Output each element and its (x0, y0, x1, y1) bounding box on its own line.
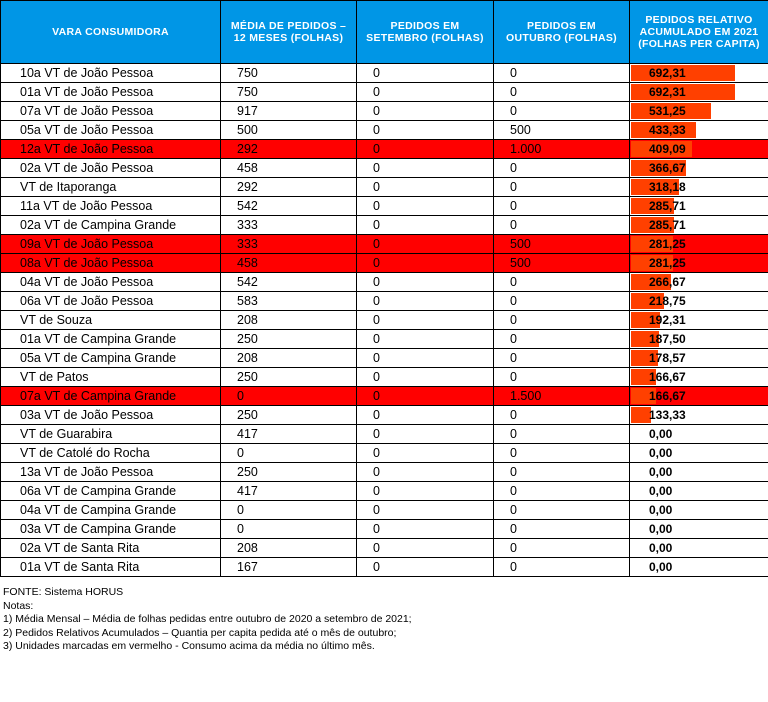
table-row (1, 254, 768, 273)
cell-setembro: 0 (357, 178, 494, 197)
cell-outubro: 0 (494, 83, 630, 102)
cell-vara: 04a VT de Campina Grande (1, 501, 221, 520)
cell-media: 417 (221, 425, 357, 444)
cell-outubro: 0 (494, 482, 630, 501)
relativo-value: 285,71 (649, 199, 686, 213)
cell-setembro: 0 (357, 83, 494, 102)
cell-vara: 01a VT de Campina Grande (1, 330, 221, 349)
cell-relativo (630, 140, 768, 159)
cell-relativo (630, 83, 768, 102)
source-line: FONTE: Sistema HORUS (3, 586, 124, 598)
relativo-value: 166,67 (649, 389, 686, 403)
cell-vara: 07a VT de Campina Grande (1, 387, 221, 406)
cell-relativo (630, 159, 768, 178)
cell-vara: 06a VT de Campina Grande (1, 482, 221, 501)
cell-outubro: 1.000 (494, 140, 630, 159)
header-setembro: PEDIDOS EM SETEMBRO (FOLHAS) (357, 1, 494, 64)
cell-media: 0 (221, 520, 357, 539)
cell-outubro: 500 (494, 121, 630, 140)
relativo-value: 218,75 (649, 294, 686, 308)
table-row (1, 273, 768, 292)
cell-outubro: 0 (494, 273, 630, 292)
cell-media: 750 (221, 64, 357, 83)
cell-setembro: 0 (357, 539, 494, 558)
table-row (1, 482, 768, 501)
cell-relativo (630, 558, 768, 577)
cell-vara: 02a VT de Campina Grande (1, 216, 221, 235)
header-outubro: PEDIDOS EM OUTUBRO (FOLHAS) (494, 1, 630, 64)
cell-setembro: 0 (357, 349, 494, 368)
cell-relativo (630, 444, 768, 463)
table-body (1, 64, 768, 577)
cell-media: 333 (221, 216, 357, 235)
cell-relativo (630, 102, 768, 121)
cell-relativo (630, 463, 768, 482)
relativo-value: 0,00 (649, 560, 673, 574)
cell-setembro: 0 (357, 216, 494, 235)
cell-setembro: 0 (357, 558, 494, 577)
cell-outubro: 0 (494, 102, 630, 121)
cell-relativo (630, 406, 768, 425)
cell-vara: 08a VT de João Pessoa (1, 254, 221, 273)
relativo-value: 692,31 (649, 85, 686, 99)
header-relativo: PEDIDOS RELATIVO ACUMULADO EM 2021 (FOLHAS PER CAPITA) (630, 1, 768, 64)
cell-outubro: 0 (494, 64, 630, 83)
table-row (1, 406, 768, 425)
table-row (1, 102, 768, 121)
note-item: 3) Unidades marcadas em vermelho - Consumo acima da média no último mês. (3, 640, 375, 652)
cell-relativo (630, 292, 768, 311)
cell-setembro: 0 (357, 520, 494, 539)
relativo-value: 281,25 (649, 256, 686, 270)
relativo-value: 433,33 (649, 123, 686, 137)
cell-vara: VT de Itaporanga (1, 178, 221, 197)
cell-vara: 02a VT de Santa Rita (1, 539, 221, 558)
cell-media: 167 (221, 558, 357, 577)
cell-vara: 07a VT de João Pessoa (1, 102, 221, 121)
cell-outubro: 500 (494, 254, 630, 273)
cell-vara: 04a VT de João Pessoa (1, 273, 221, 292)
cell-setembro: 0 (357, 197, 494, 216)
cell-media: 333 (221, 235, 357, 254)
cell-vara: 05a VT de João Pessoa (1, 121, 221, 140)
cell-outubro: 0 (494, 444, 630, 463)
header-vara: VARA CONSUMIDORA (1, 1, 221, 64)
relativo-value: 0,00 (649, 465, 673, 479)
cell-outubro: 0 (494, 368, 630, 387)
relativo-value: 0,00 (649, 541, 673, 555)
cell-setembro: 0 (357, 121, 494, 140)
notes-section (3, 586, 412, 654)
cell-media: 542 (221, 197, 357, 216)
cell-vara: VT de Patos (1, 368, 221, 387)
cell-outubro: 0 (494, 539, 630, 558)
relativo-value: 0,00 (649, 503, 673, 517)
table-row (1, 197, 768, 216)
cell-media: 458 (221, 254, 357, 273)
cell-relativo (630, 64, 768, 83)
table-row (1, 520, 768, 539)
cell-relativo (630, 501, 768, 520)
cell-outubro: 0 (494, 178, 630, 197)
table-row (1, 387, 768, 406)
cell-vara: VT de Catolé do Rocha (1, 444, 221, 463)
cell-setembro: 0 (357, 235, 494, 254)
cell-relativo (630, 254, 768, 273)
cell-relativo (630, 330, 768, 349)
cell-media: 250 (221, 368, 357, 387)
notes-title: Notas: (3, 599, 34, 612)
data-bar (631, 407, 651, 423)
cell-setembro: 0 (357, 140, 494, 159)
cell-relativo (630, 311, 768, 330)
cell-outubro: 0 (494, 463, 630, 482)
cell-outubro: 500 (494, 235, 630, 254)
table-row (1, 159, 768, 178)
cell-media: 0 (221, 501, 357, 520)
cell-setembro: 0 (357, 387, 494, 406)
table-row (1, 444, 768, 463)
cell-setembro: 0 (357, 102, 494, 121)
cell-media: 542 (221, 273, 357, 292)
relativo-value: 692,31 (649, 66, 686, 80)
cell-relativo (630, 178, 768, 197)
cell-media: 750 (221, 83, 357, 102)
cell-media: 583 (221, 292, 357, 311)
cell-vara: 06a VT de João Pessoa (1, 292, 221, 311)
relativo-value: 166,67 (649, 370, 686, 384)
cell-vara: 01a VT de Santa Rita (1, 558, 221, 577)
cell-outubro: 0 (494, 425, 630, 444)
cell-outubro: 1.500 (494, 387, 630, 406)
cell-outubro: 0 (494, 501, 630, 520)
cell-setembro: 0 (357, 406, 494, 425)
cell-setembro: 0 (357, 368, 494, 387)
table-row (1, 178, 768, 197)
cell-media: 250 (221, 463, 357, 482)
cell-relativo (630, 387, 768, 406)
cell-relativo (630, 273, 768, 292)
relativo-value: 192,31 (649, 313, 686, 327)
relativo-value: 366,67 (649, 161, 686, 175)
relativo-value: 285,71 (649, 218, 686, 232)
cell-setembro: 0 (357, 482, 494, 501)
cell-media: 458 (221, 159, 357, 178)
table-row (1, 83, 768, 102)
cell-vara: 13a VT de João Pessoa (1, 463, 221, 482)
cell-media: 417 (221, 482, 357, 501)
cell-outubro: 0 (494, 197, 630, 216)
table-row (1, 216, 768, 235)
cell-relativo (630, 216, 768, 235)
cell-outubro: 0 (494, 216, 630, 235)
cell-media: 250 (221, 330, 357, 349)
cell-vara: 11a VT de João Pessoa (1, 197, 221, 216)
cell-vara: 05a VT de Campina Grande (1, 349, 221, 368)
table-row (1, 463, 768, 482)
table-header-row (1, 1, 768, 64)
cell-setembro: 0 (357, 501, 494, 520)
cell-setembro: 0 (357, 425, 494, 444)
cell-vara: 12a VT de João Pessoa (1, 140, 221, 159)
cell-relativo (630, 425, 768, 444)
cell-vara: VT de Guarabira (1, 425, 221, 444)
cell-media: 917 (221, 102, 357, 121)
cell-setembro: 0 (357, 64, 494, 83)
cell-media: 208 (221, 311, 357, 330)
relativo-value: 531,25 (649, 104, 686, 118)
cell-outubro: 0 (494, 558, 630, 577)
table-row (1, 539, 768, 558)
cell-relativo (630, 482, 768, 501)
table-row (1, 349, 768, 368)
cell-vara: 03a VT de Campina Grande (1, 520, 221, 539)
table-row (1, 501, 768, 520)
table-row (1, 330, 768, 349)
cell-vara: 09a VT de João Pessoa (1, 235, 221, 254)
cell-outubro: 0 (494, 330, 630, 349)
cell-setembro: 0 (357, 159, 494, 178)
relativo-value: 0,00 (649, 484, 673, 498)
cell-relativo (630, 197, 768, 216)
cell-media: 208 (221, 349, 357, 368)
cell-vara: 01a VT de João Pessoa (1, 83, 221, 102)
note-item: 1) Média Mensal – Média de folhas pedidas entre outubro de 2020 a setembro de 2021; (3, 613, 412, 625)
cell-relativo (630, 349, 768, 368)
cell-vara: 02a VT de João Pessoa (1, 159, 221, 178)
cell-vara: 10a VT de João Pessoa (1, 64, 221, 83)
cell-media: 500 (221, 121, 357, 140)
cell-relativo (630, 539, 768, 558)
table-row (1, 311, 768, 330)
relativo-value: 281,25 (649, 237, 686, 251)
cell-media: 208 (221, 539, 357, 558)
cell-outubro: 0 (494, 159, 630, 178)
cell-media: 0 (221, 444, 357, 463)
cell-media: 292 (221, 140, 357, 159)
relativo-value: 409,09 (649, 142, 686, 156)
relativo-value: 133,33 (649, 408, 686, 422)
table-row (1, 425, 768, 444)
table-row (1, 292, 768, 311)
relativo-value: 187,50 (649, 332, 686, 346)
relativo-value: 0,00 (649, 446, 673, 460)
cell-outubro: 0 (494, 292, 630, 311)
cell-setembro: 0 (357, 254, 494, 273)
cell-outubro: 0 (494, 311, 630, 330)
relativo-value: 0,00 (649, 522, 673, 536)
cell-setembro: 0 (357, 330, 494, 349)
cell-outubro: 0 (494, 520, 630, 539)
cell-setembro: 0 (357, 273, 494, 292)
relativo-value: 318,18 (649, 180, 686, 194)
table-row (1, 235, 768, 254)
header-media: MÉDIA DE PEDIDOS – 12 MESES (FOLHAS) (221, 1, 357, 64)
cell-media: 0 (221, 387, 357, 406)
relativo-value: 0,00 (649, 427, 673, 441)
cell-outubro: 0 (494, 406, 630, 425)
cell-relativo (630, 235, 768, 254)
cell-setembro: 0 (357, 463, 494, 482)
table-row (1, 140, 768, 159)
table-row (1, 558, 768, 577)
relativo-value: 266,67 (649, 275, 686, 289)
relativo-value: 178,57 (649, 351, 686, 365)
cell-relativo (630, 520, 768, 539)
table-row (1, 368, 768, 387)
cell-media: 292 (221, 178, 357, 197)
cell-outubro: 0 (494, 349, 630, 368)
cell-media: 250 (221, 406, 357, 425)
cell-relativo (630, 121, 768, 140)
cell-relativo (630, 368, 768, 387)
note-item: 2) Pedidos Relativos Acumulados – Quantia per capita pedida até o mês de outubro; (3, 626, 397, 639)
cell-setembro: 0 (357, 311, 494, 330)
cell-setembro: 0 (357, 444, 494, 463)
table-row (1, 121, 768, 140)
cell-vara: VT de Souza (1, 311, 221, 330)
cell-vara: 03a VT de João Pessoa (1, 406, 221, 425)
table-row (1, 64, 768, 83)
cell-setembro: 0 (357, 292, 494, 311)
